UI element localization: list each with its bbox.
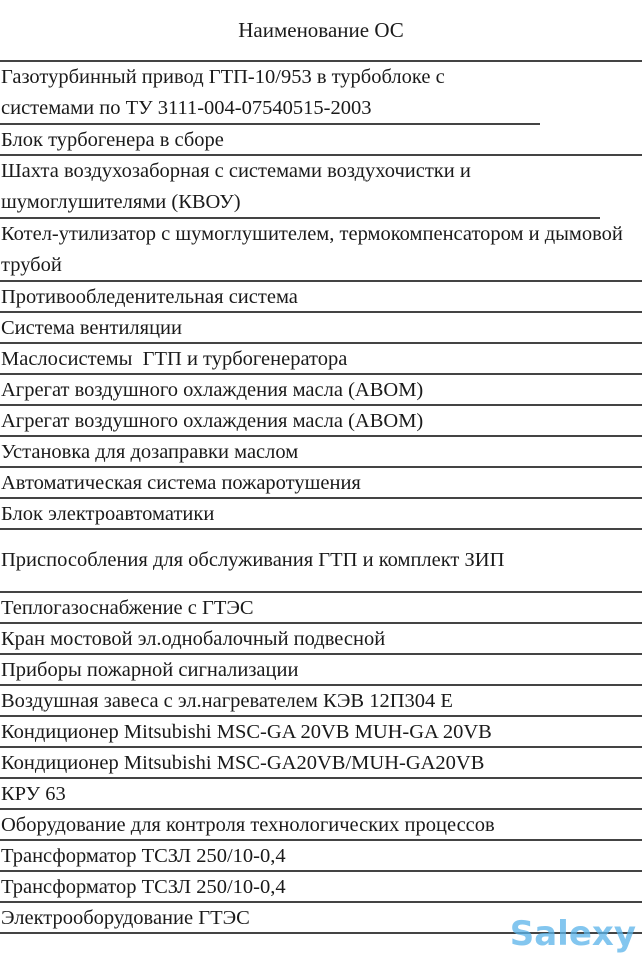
table-row: Система вентиляции (0, 313, 642, 344)
table-row: Оборудование для контроля технологических процессов (0, 810, 642, 841)
table-row: Агрегат воздушного охлаждения масла (АВОМ) (0, 375, 642, 406)
table-row: Трансформатор ТСЗЛ 250/10-0,4 (0, 872, 642, 903)
table-row: Газотурбинный привод ГТП-10/953 в турбоблоке с системами по ТУ 3111-004-07540515-2003 (0, 62, 540, 125)
table-row: КРУ 63 (0, 779, 642, 810)
table-row: Блок турбогенера в сборе (0, 125, 642, 156)
table-row: Теплогазоснабжение с ГТЭС (0, 593, 642, 624)
table-row: Кондиционер Mitsubishi MSC-GA20VB/MUH-GA20VB (0, 748, 642, 779)
table-row: Воздушная завеса с эл.нагревателем КЭВ 12П304 Е (0, 686, 642, 717)
table-row: Установка для дозаправки маслом (0, 437, 642, 468)
table-row: Трансформатор ТСЗЛ 250/10-0,4 (0, 841, 642, 872)
table-row: Маслосистемы ГТП и турбогенератора (0, 344, 642, 375)
table-row: Котел-утилизатор с шумоглушителем, термокомпенсатором и дымовой трубой (0, 219, 642, 282)
table-row: Приспособления для обслуживания ГТП и комплект ЗИП (0, 530, 642, 593)
table-row: Кондиционер Mitsubishi MSC-GA 20VB MUH-GA 20VB (0, 717, 642, 748)
table-row: Блок электроавтоматики (0, 499, 642, 530)
table-row: Агрегат воздушного охлаждения масла (АВОМ) (0, 406, 642, 437)
table-row: Кран мостовой эл.однобалочный подвесной (0, 624, 642, 655)
table-row: Противообледенительная система (0, 282, 642, 313)
watermark-logo: Salexy (509, 914, 636, 954)
table-header: Наименование ОС (0, 0, 642, 62)
table-row: Приборы пожарной сигнализации (0, 655, 642, 686)
table-row: Шахта воздухозаборная с системами воздухочистки и шумоглушителями (КВОУ) (0, 156, 600, 219)
table-row: Автоматическая система пожаротушения (0, 468, 642, 499)
table-row: Электрооборудование ГТЭС (0, 903, 642, 934)
